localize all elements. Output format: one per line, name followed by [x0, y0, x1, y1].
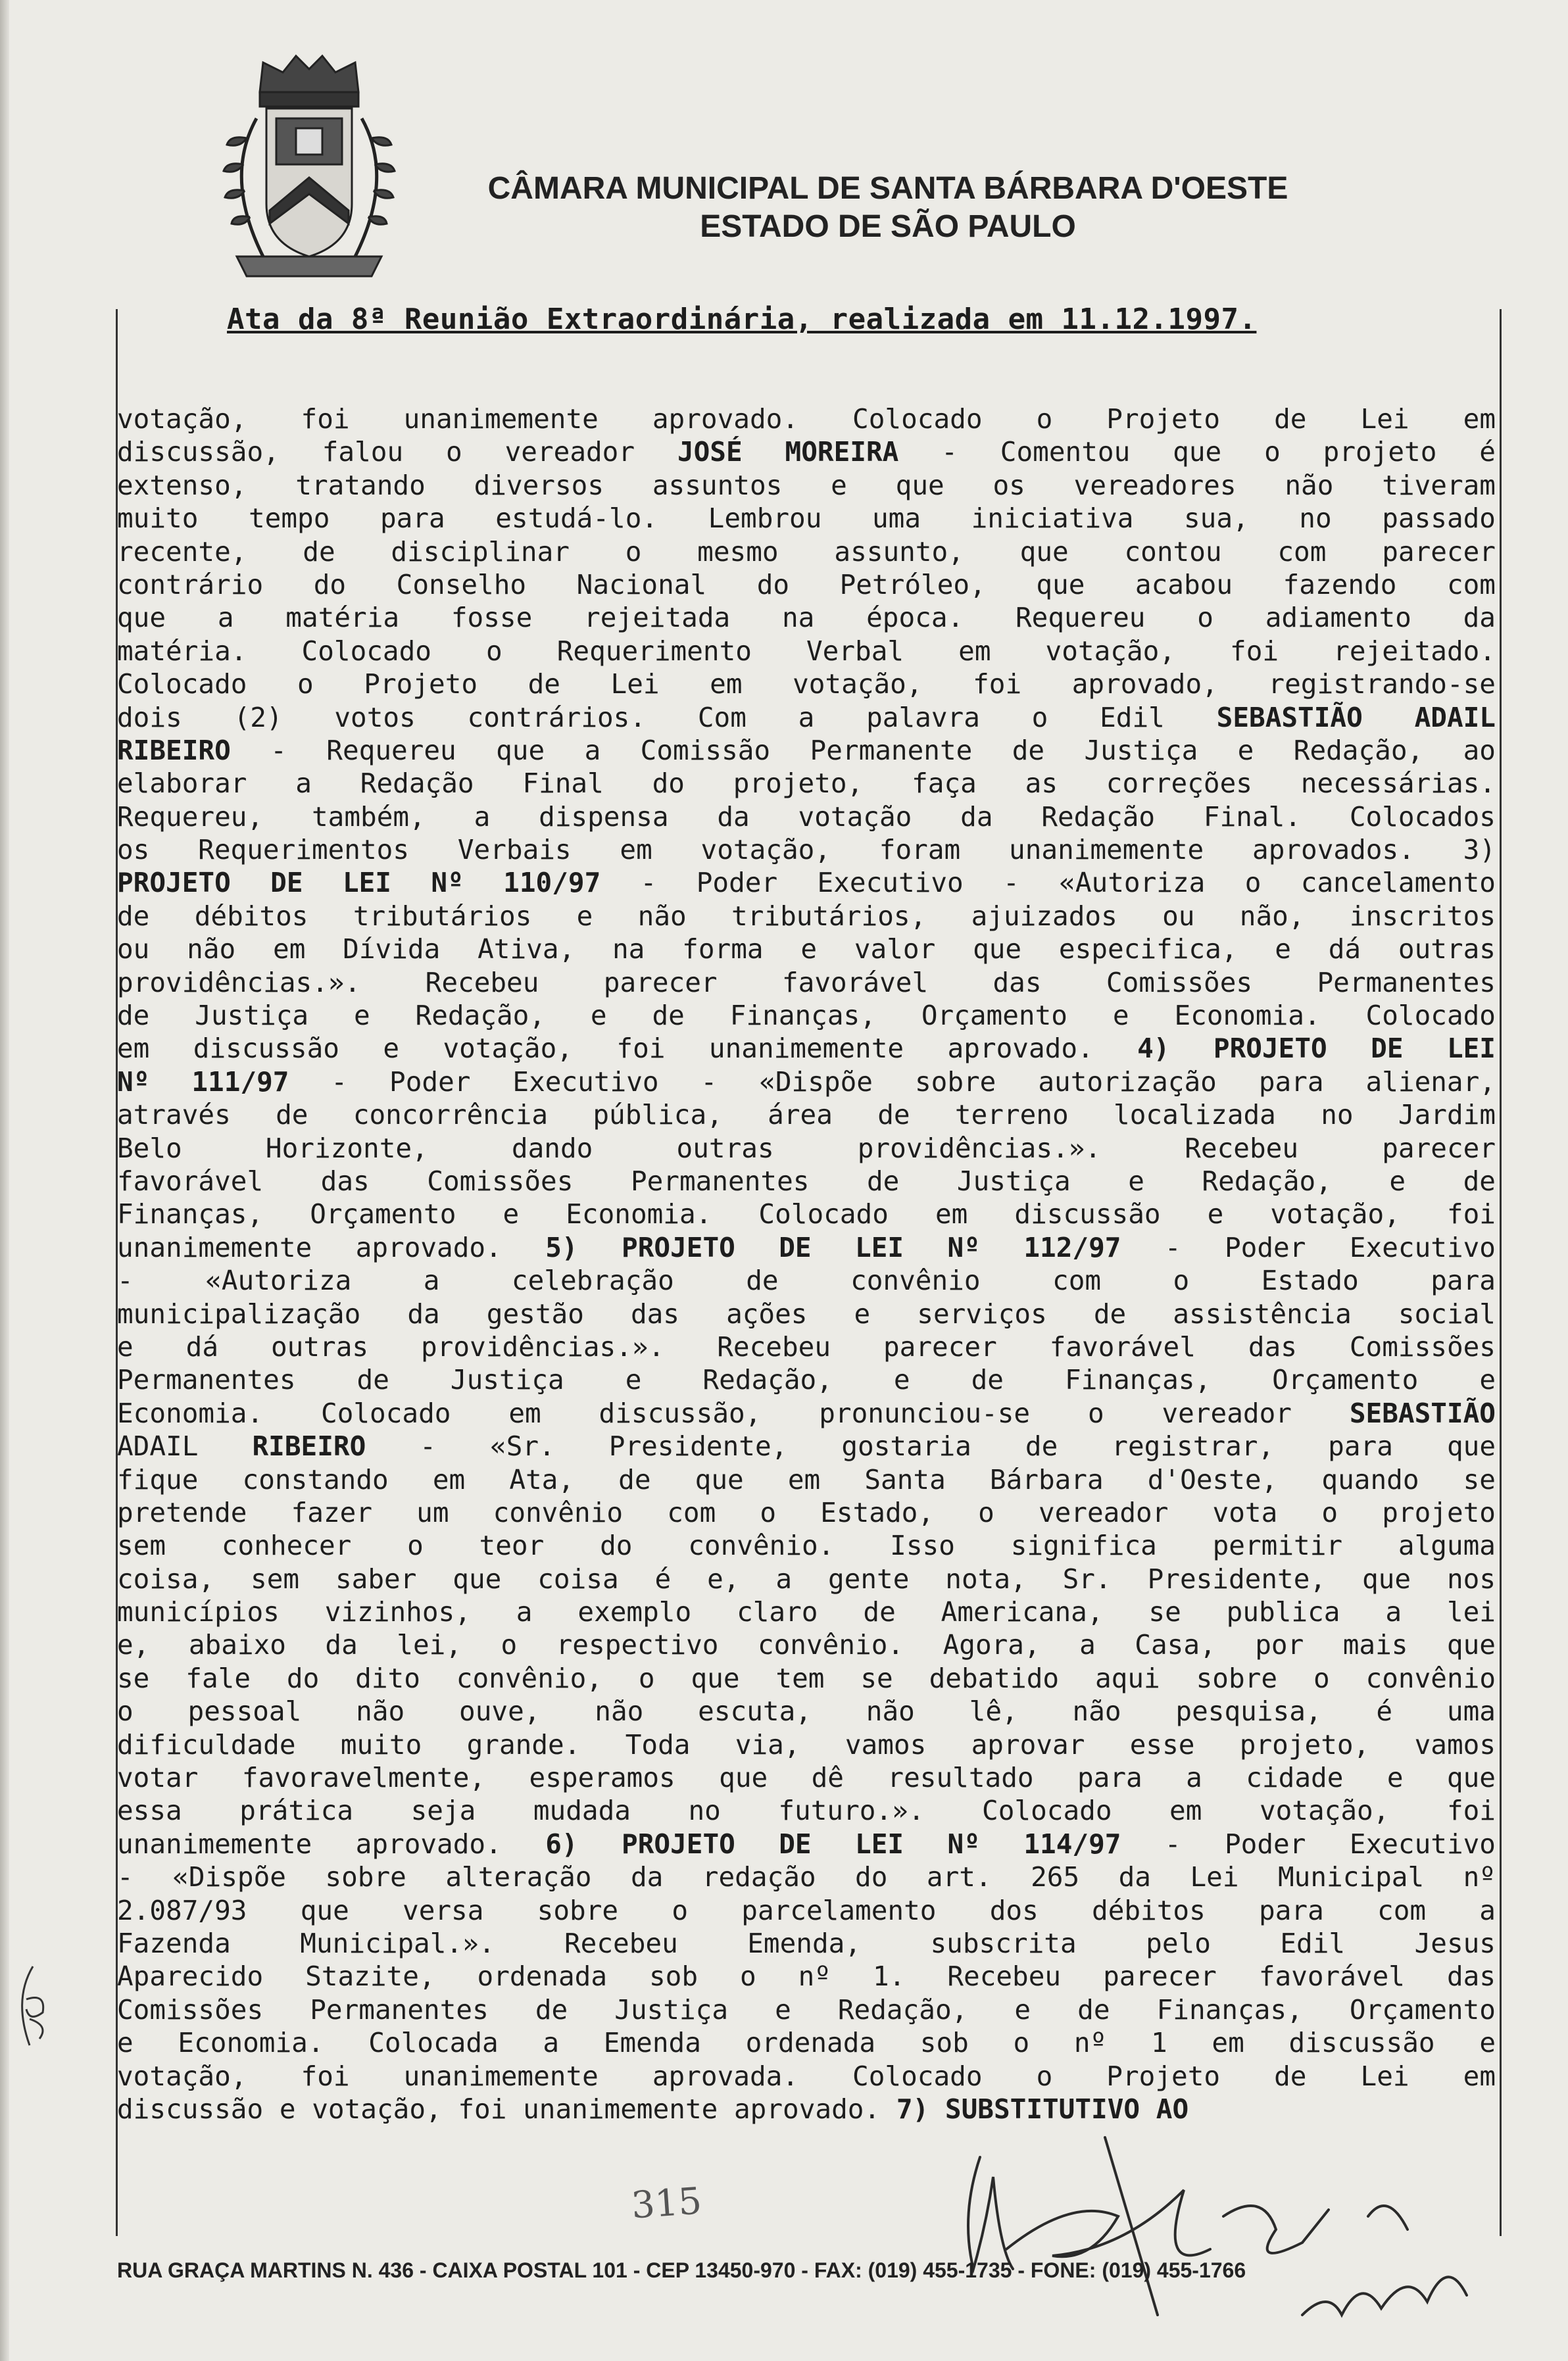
institution-name: CÂMARA MUNICIPAL DE SANTA BÁRBARA D'OESTE: [487, 171, 1288, 206]
text-line: PROJETO DE LEI Nº 110/97 - Poder Executivo - «Autoriza o cancelamento: [117, 867, 1496, 899]
footer-address: RUA GRAÇA MARTINS N. 436 - CAIXA POSTAL 101 - CEP 13450-970 - FAX: (019) 455-1735 - FONE: (019) 455-1766: [117, 2258, 1246, 2282]
text-line: e dá outras providências.». Recebeu parecer favorável das Comissões: [117, 1330, 1496, 1363]
text-line: através de concorrência pública, área de terreno localizada no Jardim: [117, 1099, 1496, 1131]
text-line: Economia. Colocado em discussão, pronunciou-se o vereador SEBASTIÃO: [117, 1397, 1496, 1429]
text-line: municipalização da gestão das ações e serviços de assistência social: [117, 1298, 1496, 1330]
text-line: dois (2) votos contrários. Com a palavra o Edil SEBASTIÃO ADAIL: [117, 701, 1496, 733]
text-line: fique constando em Ata, de que em Santa Bárbara d'Oeste, quando se: [117, 1463, 1496, 1496]
text-line: Fazenda Municipal.». Recebeu Emenda, subscrita pelo Edil Jesus: [117, 1927, 1496, 1959]
text-line: unanimemente aprovado. 5) PROJETO DE LEI Nº 112/97 - Poder Executivo: [117, 1231, 1496, 1263]
text-line: Belo Horizonte, dando outras providências.». Recebeu parecer: [117, 1132, 1496, 1164]
text-line: sem conhecer o teor do convênio. Isso significa permitir alguma: [117, 1530, 1496, 1562]
text-line: votar favoravelmente, esperamos que dê resultado para a cidade e que: [117, 1762, 1496, 1794]
text-line: recente, de disciplinar o mesmo assunto, que contou com parecer: [117, 535, 1496, 568]
text-line: Colocado o Projeto de Lei em votação, foi aprovado, registrando-se: [117, 668, 1496, 700]
text-line: os Requerimentos Verbais em votação, foram unanimemente aprovados. 3): [117, 834, 1496, 866]
text-line: discussão e votação, foi unanimemente aprovado. 7) SUBSTITUTIVO AO: [117, 2093, 1189, 2125]
text-line: RIBEIRO - Requereu que a Comissão Permanente de Justiça e Redação, ao: [117, 734, 1496, 766]
text-line: providências.». Recebeu parecer favorável das Comissões Permanentes: [117, 966, 1496, 998]
text-line: de débitos tributários e não tributários, ajuizados ou não, inscritos: [117, 900, 1496, 932]
text-line: 2.087/93 que versa sobre o parcelamento dos débitos para com a: [117, 1894, 1496, 1926]
text-line: coisa, sem saber que coisa é e, a gente nota, Sr. Presidente, que nos: [117, 1563, 1496, 1595]
text-line: votação, foi unanimemente aprovado. Colocado o Projeto de Lei em: [117, 403, 1496, 435]
text-line: pretende fazer um convênio com o Estado, o vereador vota o projeto: [117, 1496, 1496, 1528]
text-line: - «Autoriza a celebração de convênio com o Estado para: [117, 1265, 1496, 1297]
text-line: que a matéria fosse rejeitada na época. Requereu o adiamento da: [117, 602, 1496, 634]
text-line: favorável das Comissões Permanentes de Justiça e Redação, e de: [117, 1165, 1496, 1197]
text-line: municípios vizinhos, a exemplo claro de Americana, se publica a lei: [117, 1596, 1496, 1628]
text-line: se fale do dito convênio, o que tem se debatido aqui sobre o convênio: [117, 1662, 1496, 1694]
text-line: Requereu, também, a dispensa da votação da Redação Final. Colocados: [117, 800, 1496, 833]
text-line: ou não em Dívida Ativa, na forma e valor que especifica, e dá outras: [117, 933, 1496, 965]
text-line: e, abaixo da lei, o respectivo convênio. Agora, a Casa, por mais que: [117, 1629, 1496, 1661]
text-line: de Justiça e Redação, e de Finanças, Orçamento e Economia. Colocado: [117, 1000, 1496, 1032]
text-line: discussão, falou o vereador JOSÉ MOREIRA - Comentou que o projeto é: [117, 436, 1496, 468]
text-line: votação, foi unanimemente aprovada. Colocado o Projeto de Lei em: [117, 2060, 1496, 2092]
right-margin-rule: [1500, 309, 1502, 2236]
document-body: [117, 402, 1496, 2126]
text-line: matéria. Colocado o Requerimento Verbal em votação, foi rejeitado.: [117, 635, 1496, 667]
text-line: Nº 111/97 - Poder Executivo - «Dispõe sobre autorização para alienar,: [117, 1065, 1496, 1098]
text-line: Finanças, Orçamento e Economia. Colocado em discussão e votação, foi: [117, 1198, 1496, 1230]
margin-initials-icon: [7, 1960, 59, 2058]
text-line: essa prática seja mudada no futuro.». Colocado em votação, foi: [117, 1795, 1496, 1827]
text-line: o pessoal não ouve, não escuta, não lê, não pesquisa, é uma: [117, 1695, 1496, 1728]
text-line: muito tempo para estudá-lo. Lembrou uma iniciativa sua, no passado: [117, 502, 1496, 535]
text-line: dificuldade muito grande. Toda via, vamos aprovar esse projeto, vamos: [117, 1728, 1496, 1761]
text-line: Permanentes de Justiça e Redação, e de Finanças, Orçamento e: [117, 1364, 1496, 1396]
page-number: 315: [629, 2179, 704, 2227]
handwritten-signatures-icon: [908, 2118, 1565, 2361]
text-line: Comissões Permanentes de Justiça e Redação, e de Finanças, Orçamento: [117, 1993, 1496, 2026]
text-line: em discussão e votação, foi unanimemente aprovado. 4) PROJETO DE LEI: [117, 1033, 1496, 1065]
institution-state: ESTADO DE SÃO PAULO: [700, 209, 1076, 244]
text-line: unanimemente aprovado. 6) PROJETO DE LEI Nº 114/97 - Poder Executivo: [117, 1828, 1496, 1860]
text-line: - «Dispõe sobre alteração da redação do art. 265 da Lei Municipal nº: [117, 1861, 1496, 1893]
text-line: e Economia. Colocada a Emenda ordenada sob o nº 1 em discussão e: [117, 2027, 1496, 2059]
institution-header: [474, 170, 1302, 246]
text-line: Aparecido Stazite, ordenada sob o nº 1. Recebeu parecer favorável das: [117, 1960, 1496, 1993]
text-line: ADAIL RIBEIRO - «Sr. Presidente, gostaria de registrar, para que: [117, 1430, 1496, 1463]
text-line: extenso, tratando diversos assuntos e que os vereadores não tiveram: [117, 469, 1496, 501]
text-line: elaborar a Redação Final do projeto, faça as correções necessárias.: [117, 767, 1496, 800]
municipal-coat-of-arms-icon: [197, 46, 421, 289]
document-title: Ata da 8ª Reunião Extraordinária, realizada em 11.12.1997.: [227, 303, 1257, 336]
text-line: contrário do Conselho Nacional do Petróleo, que acabou fazendo com: [117, 568, 1496, 600]
